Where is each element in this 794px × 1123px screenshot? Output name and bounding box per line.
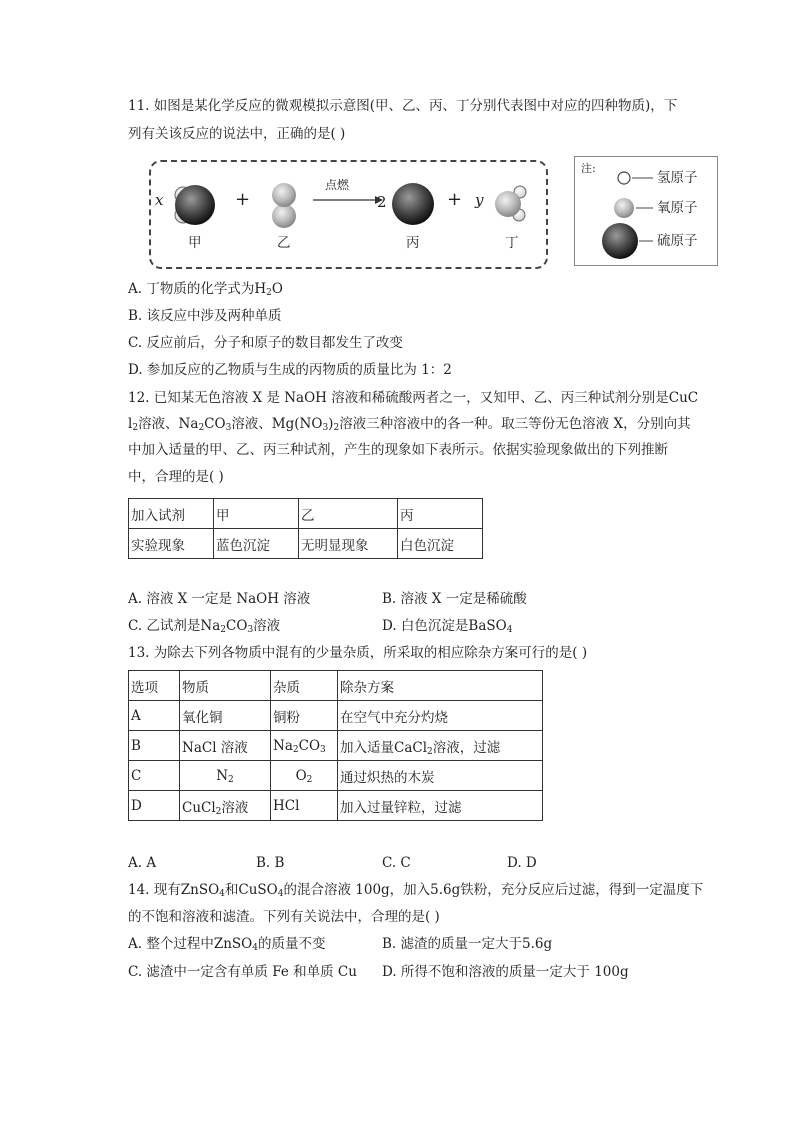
table-cell: 丙 bbox=[398, 499, 483, 529]
table-cell: 铜粉 bbox=[271, 701, 338, 731]
table-row bbox=[129, 791, 543, 821]
table-row bbox=[129, 671, 543, 701]
table-cell: HCl bbox=[271, 791, 338, 821]
q11-option-b: B. 该反应中涉及两种单质 bbox=[128, 308, 282, 324]
reaction-diagram bbox=[149, 160, 548, 269]
table-cell: 蓝色沉淀 bbox=[214, 529, 299, 559]
table-cell: 除杂方案 bbox=[338, 671, 543, 701]
q11-option-d: D. 参加反应的乙物质与生成的丙物质的质量比为 1：2 bbox=[128, 362, 452, 378]
q11-stem-line2: 列有关该反应的说法中，正确的是( ) bbox=[128, 126, 346, 142]
q14-option-a: A. 整个过程中ZnSO$_4$的质量不变 bbox=[128, 936, 326, 953]
table-row bbox=[129, 701, 543, 731]
label-ding: 丁 bbox=[505, 235, 519, 251]
atom-legend bbox=[574, 156, 718, 266]
molecule-jia-icon bbox=[175, 185, 215, 225]
q14-option-b: B. 滤渣的质量一定大于5.6g bbox=[382, 936, 553, 952]
legend-hydrogen: 氢原子 bbox=[657, 170, 698, 186]
table-cell: B bbox=[129, 731, 180, 761]
table-cell: 加入过量锌粒，过滤 bbox=[338, 791, 543, 821]
table-cell: C bbox=[129, 761, 180, 791]
table-cell: 加入试剂 bbox=[129, 499, 214, 529]
table-cell: A bbox=[129, 701, 180, 731]
table-cell: 物质 bbox=[180, 671, 271, 701]
q13-option-a: A. A bbox=[128, 855, 157, 871]
table-cell: 氧化铜 bbox=[180, 701, 271, 731]
q13-option-d: D. D bbox=[507, 855, 537, 871]
q13-option-c: C. C bbox=[382, 855, 411, 871]
q14-option-c: C. 滤渣中一定含有单质 Fe 和单质 Cu bbox=[128, 964, 357, 980]
molecule-ding-icon bbox=[495, 186, 526, 221]
label-yi: 乙 bbox=[277, 235, 291, 251]
q14-option-d: D. 所得不饱和溶液的质量一定大于 100g bbox=[382, 964, 629, 980]
q12-table bbox=[128, 498, 483, 559]
q13-option-b: B. B bbox=[256, 855, 285, 871]
table-row bbox=[129, 761, 543, 791]
plus-sign-1: + bbox=[235, 189, 251, 210]
table-cell: 甲 bbox=[214, 499, 299, 529]
q12-option-b: B. 溶液 X 一定是稀硫酸 bbox=[382, 591, 527, 607]
legend-sulfur: 硫原子 bbox=[657, 233, 698, 249]
molecule-yi-icon bbox=[272, 183, 296, 228]
q13-stem: 13. 为除去下列各物质中混有的少量杂质，所采取的相应除杂方案可行的是( ) bbox=[128, 645, 588, 661]
oxygen-atom-icon bbox=[614, 198, 634, 218]
q14-stem-line1: 14. 现有ZnSO$_4$和CuSO$_4$的混合溶液 100g，加入5.6g铁粉，充分反应后过滤，得到一定温度下 bbox=[128, 882, 704, 899]
table-cell: 乙 bbox=[299, 499, 398, 529]
label-jia: 甲 bbox=[188, 235, 202, 251]
table-cell: 选项 bbox=[129, 671, 180, 701]
table-cell: CuCl$_2$溶液 bbox=[180, 791, 271, 821]
table-cell: $Na_2CO_3$ bbox=[271, 731, 338, 761]
legend-oxygen: 氧原子 bbox=[657, 200, 698, 216]
q12-stem-line2: $l_2$溶液、$Na_2CO_3$溶液、$Mg(NO_3)_2$溶液三种溶液中的各一种。取三等份无色溶液 X，分别向其 bbox=[128, 416, 691, 433]
q11-option-c: C. 反应前后，分子和原子的数目都发生了改变 bbox=[128, 335, 403, 351]
q13-table bbox=[128, 670, 543, 821]
molecule-bing-icon bbox=[392, 183, 434, 225]
q12-option-c: C. 乙试剂是$Na_2CO_3$溶液 bbox=[128, 618, 281, 635]
table-cell: $O_2$ bbox=[271, 761, 338, 791]
q12-option-a: A. 溶液 X 一定是 NaOH 溶液 bbox=[128, 591, 311, 607]
table-cell: 通过炽热的木炭 bbox=[338, 761, 543, 791]
label-bing: 丙 bbox=[406, 235, 420, 251]
hydrogen-atom-icon bbox=[618, 172, 630, 184]
coefficient-2: 2 bbox=[377, 193, 387, 211]
q11-stem-line1: 11. 如图是某化学反应的微观模拟示意图(甲、乙、丙、丁分别代表图中对应的四种物质)，下 bbox=[128, 98, 678, 114]
q14-stem-line2: 的不饱和溶液和滤渣。下列有关说法中，合理的是( ) bbox=[128, 909, 440, 925]
reaction-condition: 点燃 bbox=[325, 178, 350, 192]
q11-option-a: A. 丁物质的化学式为$H_2O$ bbox=[128, 281, 283, 298]
reaction-arrow-icon bbox=[313, 196, 383, 204]
sulfur-atom-icon bbox=[602, 223, 638, 259]
table-cell: 白色沉淀 bbox=[398, 529, 483, 559]
q12-stem-line3: 中加入适量的甲、乙、丙三种试剂，产生的现象如下表所示。依据实验现象做出的下列推断 bbox=[128, 442, 668, 458]
coefficient-y: y bbox=[475, 191, 484, 209]
table-cell: $N_2$ bbox=[180, 761, 271, 791]
table-cell: 加入适量CaCl$_2$溶液，过滤 bbox=[338, 731, 543, 761]
q12-stem-line4: 中，合理的是( ) bbox=[128, 469, 224, 485]
q12-stem-line1: 12. 已知某无色溶液 X 是 NaOH 溶液和稀硫酸两者之一，又知甲、乙、丙三种试剂分别是CuC bbox=[128, 390, 699, 406]
table-row bbox=[129, 731, 543, 761]
table-cell: D bbox=[129, 791, 180, 821]
table-cell: 无明显现象 bbox=[299, 529, 398, 559]
table-row bbox=[129, 499, 483, 529]
legend-note: 注: bbox=[581, 162, 596, 175]
table-row bbox=[129, 529, 483, 559]
plus-sign-2: + bbox=[447, 189, 463, 210]
q12-option-d: D. 白色沉淀是BaSO$_4$ bbox=[382, 618, 513, 635]
table-cell: NaCl 溶液 bbox=[180, 731, 271, 761]
table-cell: 杂质 bbox=[271, 671, 338, 701]
table-cell: 实验现象 bbox=[129, 529, 214, 559]
coefficient-x: x bbox=[155, 191, 164, 209]
table-cell: 在空气中充分灼烧 bbox=[338, 701, 543, 731]
